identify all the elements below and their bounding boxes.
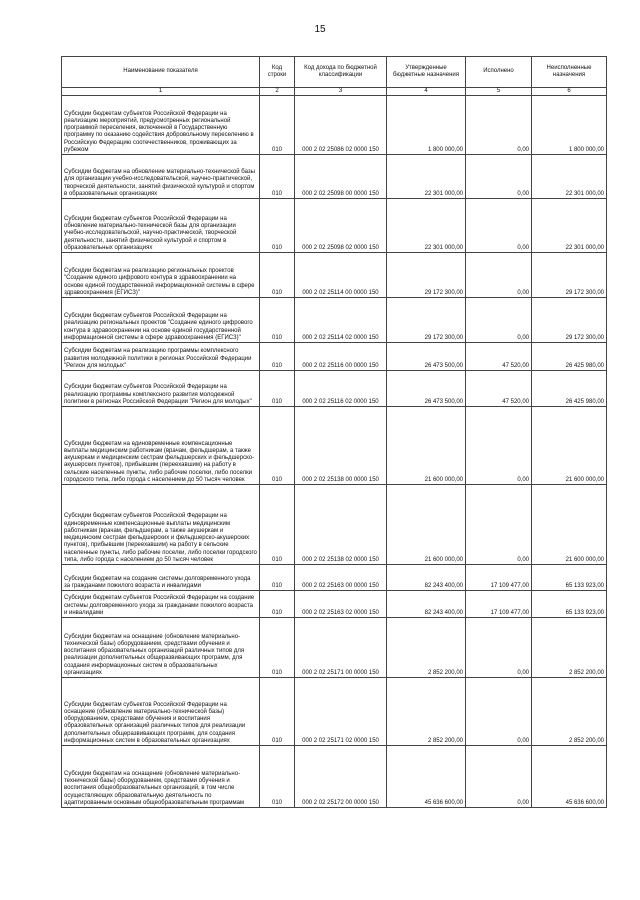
row-name: Субсидии бюджетам на единовременные компенсационные выплаты медицинским работникам (врачам, фельдшерам, а также акушеркам и медицинским сестрам фельдшерских и фельдшерско-акушерских пунктов), прибывшим (переехавшим) на работу в сельские населенные пункты, либо рабочие поселки, либо поселки городского типа, либо города с населением до 50 тысяч человек <box>62 407 260 485</box>
row-income-code: 000 2 02 25114 02 0000 150 <box>295 298 387 343</box>
row-executed: 0,00 <box>466 155 532 199</box>
row-name: Субсидии бюджетам на оснащение (обновление материально-технической базы) оборудованием, средствами обучения и воспитания общеобразовательных организаций, в том числе осуществляющих образовательную деятельность по адаптированным основным общеобразовательным программам <box>62 746 260 808</box>
table-row <box>62 407 607 485</box>
row-income-code: 000 2 02 25163 02 0000 150 <box>295 591 387 618</box>
row-line-code: 010 <box>260 298 295 343</box>
row-executed: 0,00 <box>466 485 532 565</box>
table-row <box>62 155 607 199</box>
row-executed: 0,00 <box>466 618 532 678</box>
row-line-code: 010 <box>260 253 295 298</box>
row-income-code: 000 2 02 25116 00 0000 150 <box>295 343 387 371</box>
row-approved: 22 301 000,00 <box>387 155 466 199</box>
table-row <box>62 746 607 808</box>
row-executed: 0,00 <box>466 407 532 485</box>
table-row <box>62 298 607 343</box>
header-income-code: Код дохода по бюджетной классификации <box>295 57 387 88</box>
column-number: 1 <box>62 88 260 96</box>
row-executed: 47 520,00 <box>466 371 532 407</box>
row-line-code: 010 <box>260 343 295 371</box>
row-name: Субсидии бюджетам субъектов Российской Федерации на реализацию программы комплексного развития молодежной политики в регионах Российской Федерации "Регион для молодых" <box>62 371 260 407</box>
row-approved: 26 473 500,00 <box>387 343 466 371</box>
row-name: Субсидии бюджетам субъектов Российской Федерации на единовременные компенсационные выплаты медицинским работникам (врачам, фельдшерам, а также акушеркам и медицинским сестрам фельдшерских и фельдшерско-акушерских пунктов), прибывшим (переехавшим) на работу в сельские населенные пункты, либо рабочие поселки, либо поселки городского типа, либо города с населением до 50 тысяч человек <box>62 485 260 565</box>
row-line-code: 010 <box>260 155 295 199</box>
table-body <box>62 96 607 808</box>
row-unexecuted: 2 852 200,00 <box>532 618 607 678</box>
row-income-code: 000 2 02 25171 02 0000 150 <box>295 678 387 746</box>
row-approved: 45 636 600,00 <box>387 746 466 808</box>
row-income-code: 000 2 02 25138 02 0000 150 <box>295 485 387 565</box>
budget-table <box>61 56 607 808</box>
row-executed: 0,00 <box>466 253 532 298</box>
row-income-code: 000 2 02 25116 02 0000 150 <box>295 371 387 407</box>
row-unexecuted: 65 133 923,00 <box>532 565 607 591</box>
row-executed: 0,00 <box>466 199 532 253</box>
table-row <box>62 485 607 565</box>
row-executed: 47 520,00 <box>466 343 532 371</box>
row-unexecuted: 29 172 300,00 <box>532 253 607 298</box>
row-executed: 17 109 477,00 <box>466 591 532 618</box>
row-approved: 21 600 000,00 <box>387 485 466 565</box>
row-line-code: 010 <box>260 678 295 746</box>
row-line-code: 010 <box>260 591 295 618</box>
column-number: 3 <box>295 88 387 96</box>
row-name: Субсидии бюджетам субъектов Российской Федерации на создание системы долговременного ухода за гражданами пожилого возраста и инвалидами <box>62 591 260 618</box>
row-approved: 82 243 400,00 <box>387 565 466 591</box>
row-name: Субсидии бюджетам субъектов Российской Федерации на реализацию мероприятий, предусмотренных региональной программой переселения, включенной в Государственную программу по оказанию содействия добровольному переселению в Российскую Федерацию соотечественников, проживающих за рубежом <box>62 96 260 155</box>
column-number: 5 <box>466 88 532 96</box>
table-row <box>62 678 607 746</box>
row-approved: 29 172 300,00 <box>387 253 466 298</box>
row-approved: 2 852 200,00 <box>387 678 466 746</box>
row-executed: 17 109 477,00 <box>466 565 532 591</box>
row-line-code: 010 <box>260 565 295 591</box>
row-unexecuted: 65 133 923,00 <box>532 591 607 618</box>
row-name: Субсидии бюджетам субъектов Российской Федерации на оснащение (обновление материально-технической базы) оборудованием, средствами обучения и воспитания образовательных организаций различных типов для реализации дополнительных общеразвивающих программ, для создания информационных систем в образовательных организациях <box>62 678 260 746</box>
row-line-code: 010 <box>260 199 295 253</box>
row-name: Субсидии бюджетам на реализацию региональных проектов "Создание единого цифрового контура в здравоохранении на основе единой государственной информационной системы в сфере здравоохранения (ЕГИСЗ)" <box>62 253 260 298</box>
table-row <box>62 371 607 407</box>
row-income-code: 000 2 02 25138 00 0000 150 <box>295 407 387 485</box>
row-name: Субсидии бюджетам на оснащение (обновление материально-технической базы) оборудованием, средствами обучения и воспитания образовательных организаций различных типов для реализации дополнительных общеразвивающих программ, для создания информационных систем в образовательных организациях <box>62 618 260 678</box>
row-name: Субсидии бюджетам субъектов Российской Федерации на обновление материально-технической базы для организации учебно-исследовательской, научно-практической, творческой деятельности, занятий физической культурой и спортом в образовательных организациях <box>62 199 260 253</box>
table-row <box>62 253 607 298</box>
row-approved: 21 600 000,00 <box>387 407 466 485</box>
row-income-code: 000 2 02 25172 00 0000 150 <box>295 746 387 808</box>
row-approved: 22 301 000,00 <box>387 199 466 253</box>
row-approved: 1 800 000,00 <box>387 96 466 155</box>
page-number: 15 <box>314 24 326 35</box>
row-line-code: 010 <box>260 407 295 485</box>
row-income-code: 000 2 02 25098 02 0000 150 <box>295 199 387 253</box>
row-line-code: 010 <box>260 96 295 155</box>
column-number-row <box>62 88 607 96</box>
row-approved: 26 473 500,00 <box>387 371 466 407</box>
row-income-code: 000 2 02 25171 00 0000 150 <box>295 618 387 678</box>
table-row <box>62 199 607 253</box>
header-approved: Утвержденные бюджетные назначения <box>387 57 466 88</box>
row-unexecuted: 21 600 000,00 <box>532 485 607 565</box>
row-unexecuted: 29 172 300,00 <box>532 298 607 343</box>
row-unexecuted: 1 800 000,00 <box>532 96 607 155</box>
row-name: Субсидии бюджетам на реализацию программы комплексного развития молодежной политики в регионах Российской Федерации "Регион для молодых" <box>62 343 260 371</box>
row-executed: 0,00 <box>466 678 532 746</box>
row-line-code: 010 <box>260 746 295 808</box>
row-executed: 0,00 <box>466 298 532 343</box>
table-row <box>62 618 607 678</box>
row-executed: 0,00 <box>466 746 532 808</box>
row-income-code: 000 2 02 25086 02 0000 150 <box>295 96 387 155</box>
row-unexecuted: 26 425 980,00 <box>532 343 607 371</box>
header-name: Наименование показателя <box>62 57 260 88</box>
table-row <box>62 565 607 591</box>
row-income-code: 000 2 02 25098 00 0000 150 <box>295 155 387 199</box>
row-approved: 29 172 300,00 <box>387 298 466 343</box>
row-name: Субсидии бюджетам субъектов Российской Федерации на реализацию региональных проектов "Создание единого цифрового контура в здравоохранении на основе единой государственной информационной системы в сфере здравоохранения (ЕГИСЗ)" <box>62 298 260 343</box>
table-row <box>62 591 607 618</box>
header-executed: Исполнено <box>466 57 532 88</box>
row-income-code: 000 2 02 25163 00 0000 150 <box>295 565 387 591</box>
row-unexecuted: 45 636 600,00 <box>532 746 607 808</box>
row-approved: 2 852 200,00 <box>387 618 466 678</box>
column-number: 2 <box>260 88 295 96</box>
row-unexecuted: 22 301 000,00 <box>532 199 607 253</box>
column-number: 6 <box>532 88 607 96</box>
row-executed: 0,00 <box>466 96 532 155</box>
row-unexecuted: 26 425 980,00 <box>532 371 607 407</box>
row-line-code: 010 <box>260 371 295 407</box>
column-number: 4 <box>387 88 466 96</box>
row-unexecuted: 22 301 000,00 <box>532 155 607 199</box>
header-unexecuted: Неисполненные назначения <box>532 57 607 88</box>
row-unexecuted: 2 852 200,00 <box>532 678 607 746</box>
row-line-code: 010 <box>260 485 295 565</box>
table-row <box>62 343 607 371</box>
row-name: Субсидии бюджетам на создание системы долговременного ухода за гражданами пожилого возраста и инвалидами <box>62 565 260 591</box>
row-line-code: 010 <box>260 618 295 678</box>
header-row <box>62 57 607 88</box>
table-row <box>62 96 607 155</box>
row-income-code: 000 2 02 25114 00 0000 150 <box>295 253 387 298</box>
row-approved: 82 243 400,00 <box>387 591 466 618</box>
row-unexecuted: 21 600 000,00 <box>532 407 607 485</box>
row-name: Субсидии бюджетам на обновление материально-технической базы для организации учебно-исследовательской, научно-практической, творческой деятельности, занятий физической культурой и спортом в образовательных организациях <box>62 155 260 199</box>
header-line-code: Код строки <box>260 57 295 88</box>
